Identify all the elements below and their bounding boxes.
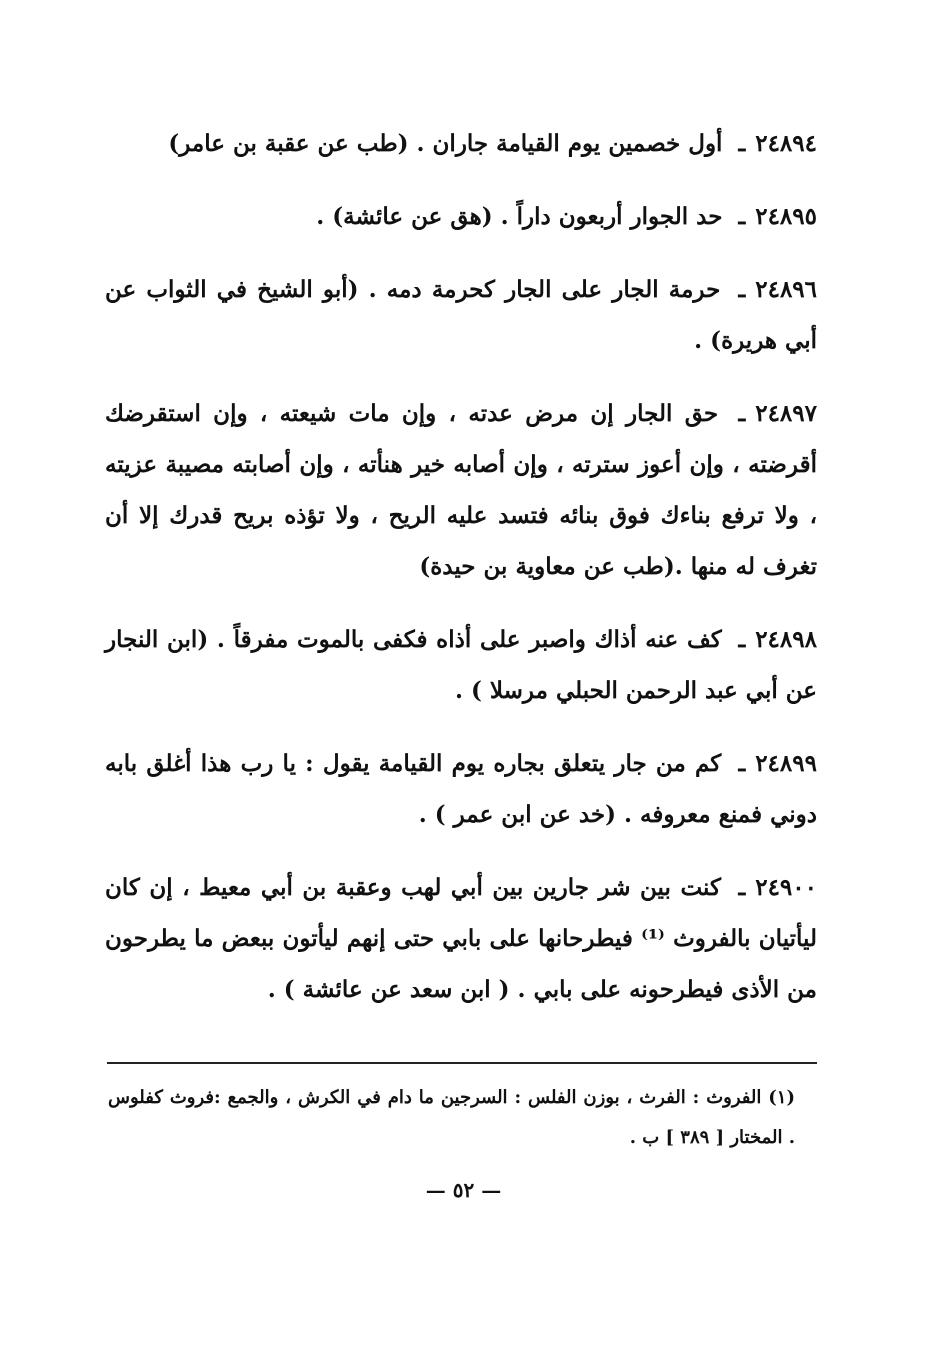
page-number: — ٥٢ — — [425, 1178, 502, 1202]
footnote-text: (١) الفروث : الفرث ، بوزن الفلس : السرجين ما دام في الكرش ، والجمع :فروث كفلوس . المختار [ ٣٨٩ ] ب . — [108, 1087, 795, 1148]
hadith-number: ٢٤٨٩٧ — [755, 400, 817, 427]
footnote — [108, 1078, 795, 1158]
hadith-number: ٢٤٨٩٨ — [755, 626, 817, 653]
hadith-text: أول خصمين يوم القيامة جاران . (طب عن عقبة بن عامر) — [168, 130, 723, 157]
hadith-entry — [105, 264, 817, 366]
hadith-list — [105, 118, 817, 1037]
dash-separator: ـ — [738, 276, 746, 303]
dash-separator: ـ — [738, 400, 746, 427]
hadith-entry — [105, 862, 817, 1015]
hadith-text: كنت بين شر جارين بين أبي لهب وعقبة بن أبي معيط ، إن كان ليأتيان بالفروث ⁽¹⁾ فيطرحانها على بابي حتى إنهم ليأتون ببعض ما يطرحون من الأذى فيطرحونه على بابي . ( ابن سعد عن عائشة ) . — [105, 874, 817, 1003]
hadith-number: ٢٤٨٩٩ — [755, 750, 817, 777]
hadith-entry — [105, 738, 817, 840]
hadith-text: كف عنه أذاك واصبر على أذاه فكفى بالموت مفرقاً . (ابن النجار عن أبي عبد الرحمن الحبلي مرسلا ) . — [105, 626, 817, 704]
hadith-number: ٢٤٨٩٥ — [755, 203, 817, 230]
dash-separator: ـ — [738, 874, 746, 901]
footnote-divider — [107, 1062, 817, 1064]
dash-separator: ـ — [738, 750, 746, 777]
hadith-entry — [105, 388, 817, 592]
hadith-entry — [105, 118, 817, 169]
hadith-text: كم من جار يتعلق بجاره يوم القيامة يقول : يا رب هذا أغلق بابه دوني فمنع معروفه . (خد عن ابن عمر ) . — [105, 750, 817, 828]
hadith-number: ٢٤٨٩٦ — [755, 276, 818, 303]
dash-separator: ـ — [738, 203, 746, 230]
hadith-text: حد الجوار أربعون داراً . (هق عن عائشة) . — [316, 203, 723, 230]
hadith-number: ٢٤٨٩٤ — [755, 130, 817, 157]
hadith-text: حق الجار إن مرض عدته ، وإن مات شيعته ، وإن استقرضك أقرضته ، وإن أعوز سترته ، وإن أصابه خير هنأته ، وإن أصابته مصيبة عزيته ، ولا ترفع بناءك فوق بنائه فتسد عليه الريح ، ولا تؤذه بريح قدرك إلا أن تغرف له منها .(طب عن معاوية بن حيدة) — [105, 400, 817, 580]
dash-separator: ـ — [738, 626, 746, 653]
dash-separator: ـ — [738, 130, 746, 157]
hadith-text: حرمة الجار على الجار كحرمة دمه . (أبو الشيخ في الثواب عن أبي هريرة) . — [105, 276, 817, 354]
hadith-entry — [105, 191, 817, 242]
hadith-number: ٢٤٩٠٠ — [755, 874, 817, 901]
hadith-entry — [105, 614, 817, 716]
